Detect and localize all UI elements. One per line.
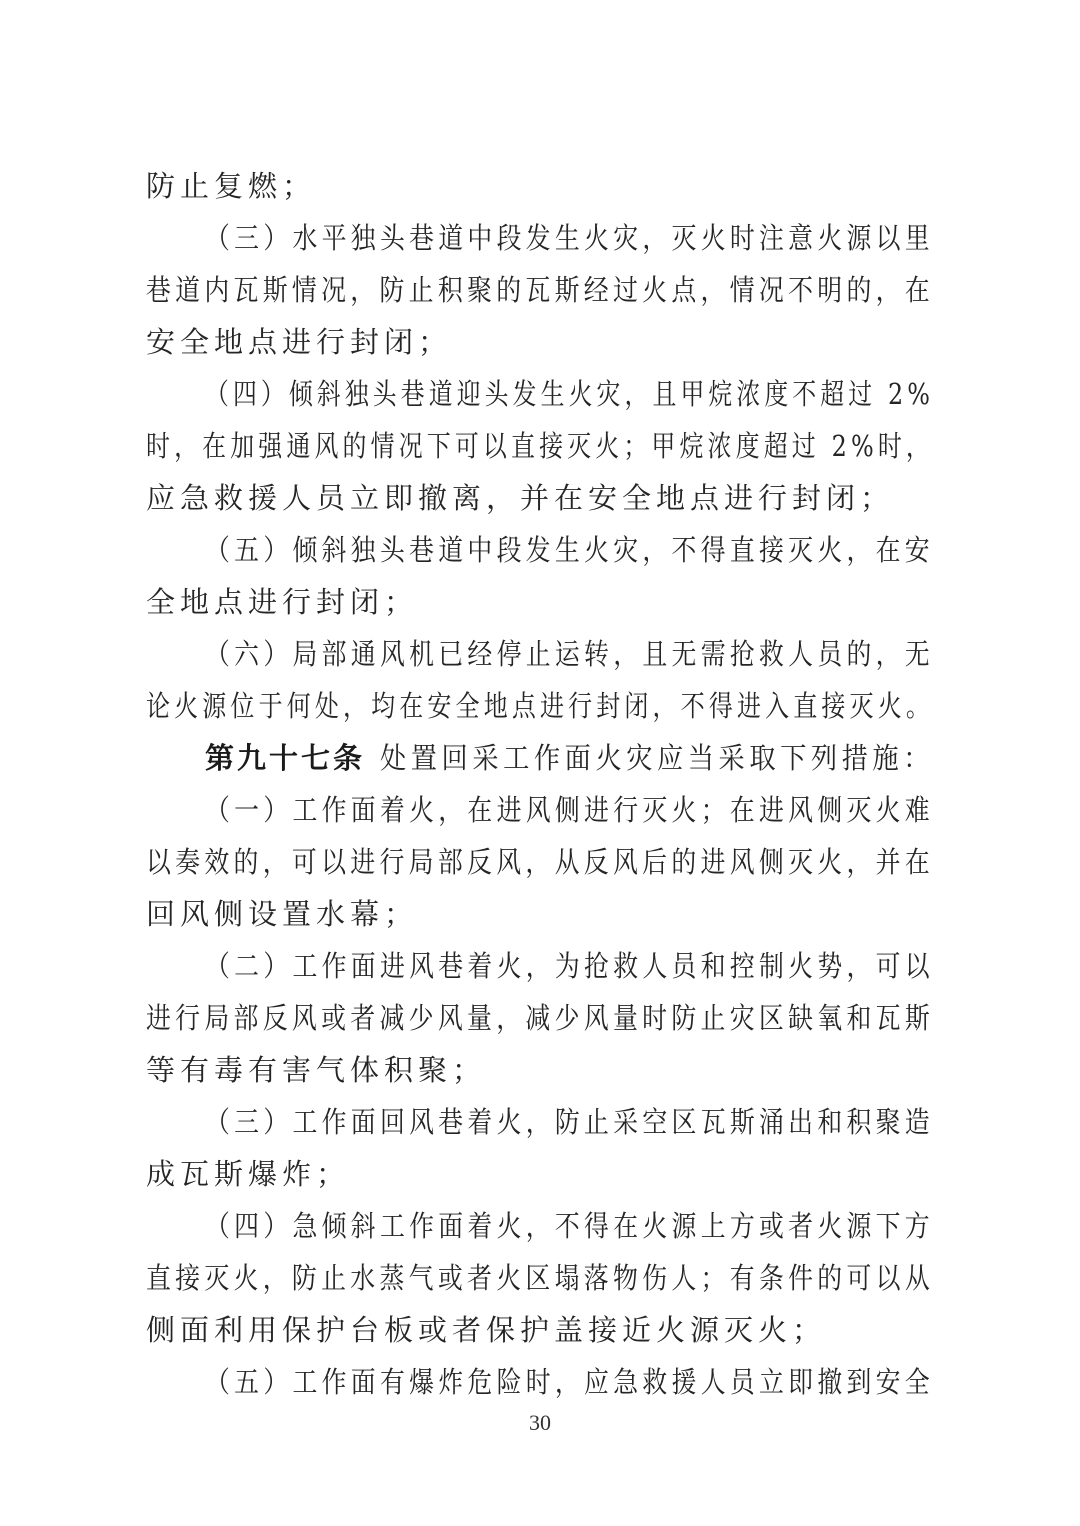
text-line: 直接灭火，防止水蒸气或者火区塌落物伤人；有条件的可以从 [146, 1261, 935, 1295]
text-line: 等有毒有害气体积聚； [146, 1053, 487, 1087]
text-line: 论火源位于何处，均在安全地点进行封闭，不得进入直接灭火。 [146, 689, 934, 723]
text-line: （四）倾斜独头巷道迎头发生火灾，且甲烷浓度不超过 2% [205, 377, 935, 411]
text-line: （一）工作面着火，在进风侧进行灭火；在进风侧灭火难 [205, 793, 934, 827]
article-line: 第九十七条 处置回采工作面火灾应当采取下列措施： [0, 732, 1080, 784]
text-line: （四）急倾斜工作面着火，不得在火源上方或者火源下方 [205, 1209, 934, 1243]
text-line: （六）局部通风机已经停止运转，且无需抢救人员的，无 [205, 637, 934, 671]
text-line: 应急救援人员立即撤离，并在安全地点进行封闭； [146, 481, 895, 515]
text-line: 进行局部反风或者减少风量，减少风量时防止灾区缺氧和瓦斯 [146, 1001, 935, 1035]
text-line: （二）工作面进风巷着火，为抢救人员和控制火势，可以 [205, 949, 934, 983]
text-line: （五）倾斜独头巷道中段发生火灾，不得直接灭火，在安 [205, 533, 934, 567]
page-number: 30 [529, 1410, 551, 1435]
text-line: 巷道内瓦斯情况，防止积聚的瓦斯经过火点，情况不明的，在 [146, 273, 935, 307]
text-line: （三）工作面回风巷着火，防止采空区瓦斯涌出和积聚造 [205, 1105, 934, 1139]
text-line: 成瓦斯爆炸； [146, 1157, 351, 1191]
text-line: 侧面利用保护台板或者保护盖接近火源灭火； [146, 1313, 827, 1347]
text-line: 安全地点进行封闭； [146, 325, 453, 359]
text-line: （三）水平独头巷道中段发生火灾，灭火时注意火源以里 [205, 221, 934, 255]
text-line: （五）工作面有爆炸危险时，应急救援人员立即撤到安全 [205, 1365, 934, 1399]
article-heading: 第九十七条 [205, 741, 366, 775]
text-line: 防止复燃； [146, 169, 317, 203]
text-line: 回风侧设置水幕； [146, 897, 419, 931]
text-line: 时，在加强通风的情况下可以直接灭火；甲烷浓度超过 2%时， [146, 429, 935, 463]
text-line: 以奏效的，可以进行局部反风，从反风后的进风侧灭火，并在 [146, 845, 935, 879]
text-line: 全地点进行封闭； [146, 585, 419, 619]
